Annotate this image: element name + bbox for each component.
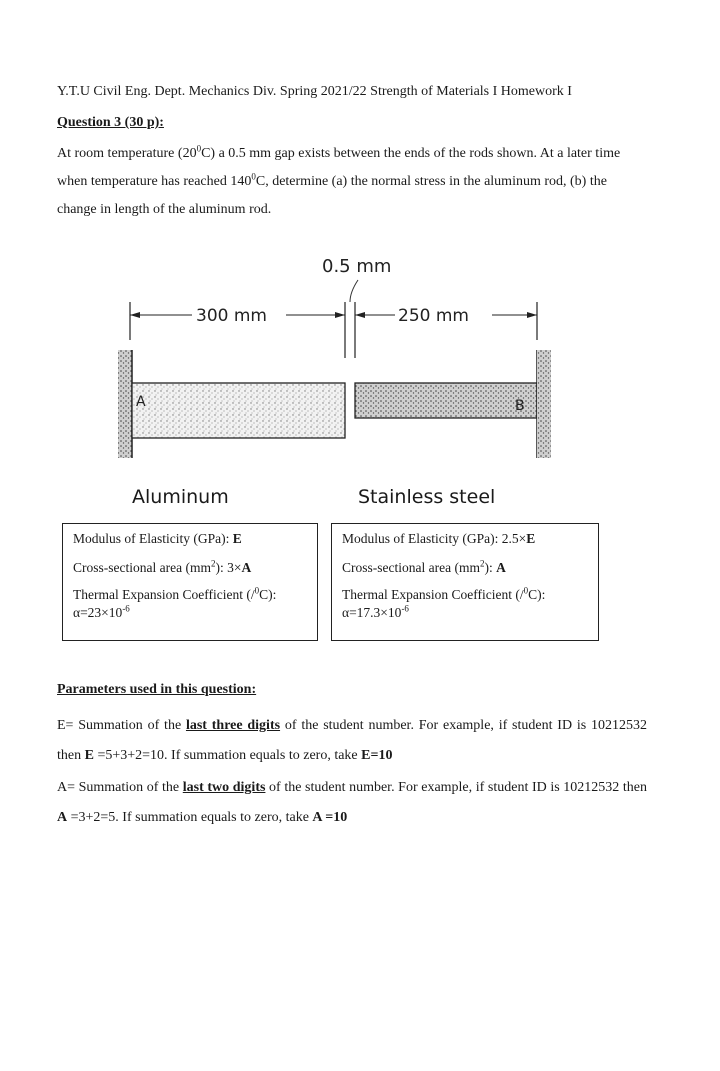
parameter-e: E= Summation of the last three digits of the student number. For example, if student ID is 10212532 then E =5+3+2=10. If summation equals to zero, take E=10 xyxy=(57,718,647,763)
steel-rod xyxy=(355,383,537,418)
end-a-label: A xyxy=(136,394,146,410)
right-wall xyxy=(537,350,551,458)
left-wall xyxy=(118,350,132,458)
parameters-title: Parameters used in this question: xyxy=(57,682,257,697)
aluminum-properties-box xyxy=(62,523,318,641)
gap-leader-line xyxy=(350,280,358,302)
left-dim-arrow-left xyxy=(130,312,140,318)
question-text: At room temperature $(20^0C)$ a 0.5 mm gap exists between the ends of the rods shown. At a later time when temperature has reached $140^0C$, determine (a) the normal stress in the aluminum rod, (b) the change in length of the aluminum rod. xyxy=(57,143,621,217)
question-title: Question 3 (30 p): xyxy=(57,115,164,130)
aluminum-area: Cross-sectional area $(mm^2)$: 3×A xyxy=(73,558,252,575)
gap-label: 0.5 mm xyxy=(322,256,392,277)
left-length-label: 300 mm xyxy=(196,306,267,326)
aluminum-label: Aluminum xyxy=(132,486,229,508)
rods-figure xyxy=(100,240,620,520)
left-dim-arrow-right xyxy=(335,312,345,318)
steel-area: Cross-sectional area $(mm^2)$: A xyxy=(342,558,506,575)
document-header: Y.T.U Civil Eng. Dept. Mechanics Div. Spring 2021/22 Strength of Materials I Homework I xyxy=(57,84,572,99)
right-dim-arrow-right xyxy=(527,312,537,318)
steel-modulus: Modulus of Elasticity (GPa): 2.5×E xyxy=(342,531,536,546)
rods-diagram xyxy=(100,240,620,520)
end-b-label: B xyxy=(515,398,525,414)
aluminum-thermal-coefficient: Thermal Expansion Coefficient (/$^0$C): $\alpha=23\times 10^{-6}$ xyxy=(73,585,277,620)
steel-thermal-coefficient: Thermal Expansion Coefficient (/$^0$C): $\alpha=17.3\times 10^{-6}$ xyxy=(342,585,546,620)
steel-properties-box xyxy=(331,523,599,641)
right-dim-arrow-left xyxy=(355,312,365,318)
aluminum-rod xyxy=(132,383,345,438)
aluminum-modulus: Modulus of Elasticity (GPa): E xyxy=(73,531,242,546)
parameter-a: A= Summation of the last two digits of the student number. For example, if student ID is 10212532 then A =3+2=5. If summation equals to zero, take A =10 xyxy=(57,780,647,825)
stainless-steel-label: Stainless steel xyxy=(358,486,496,508)
right-length-label: 250 mm xyxy=(398,306,469,326)
